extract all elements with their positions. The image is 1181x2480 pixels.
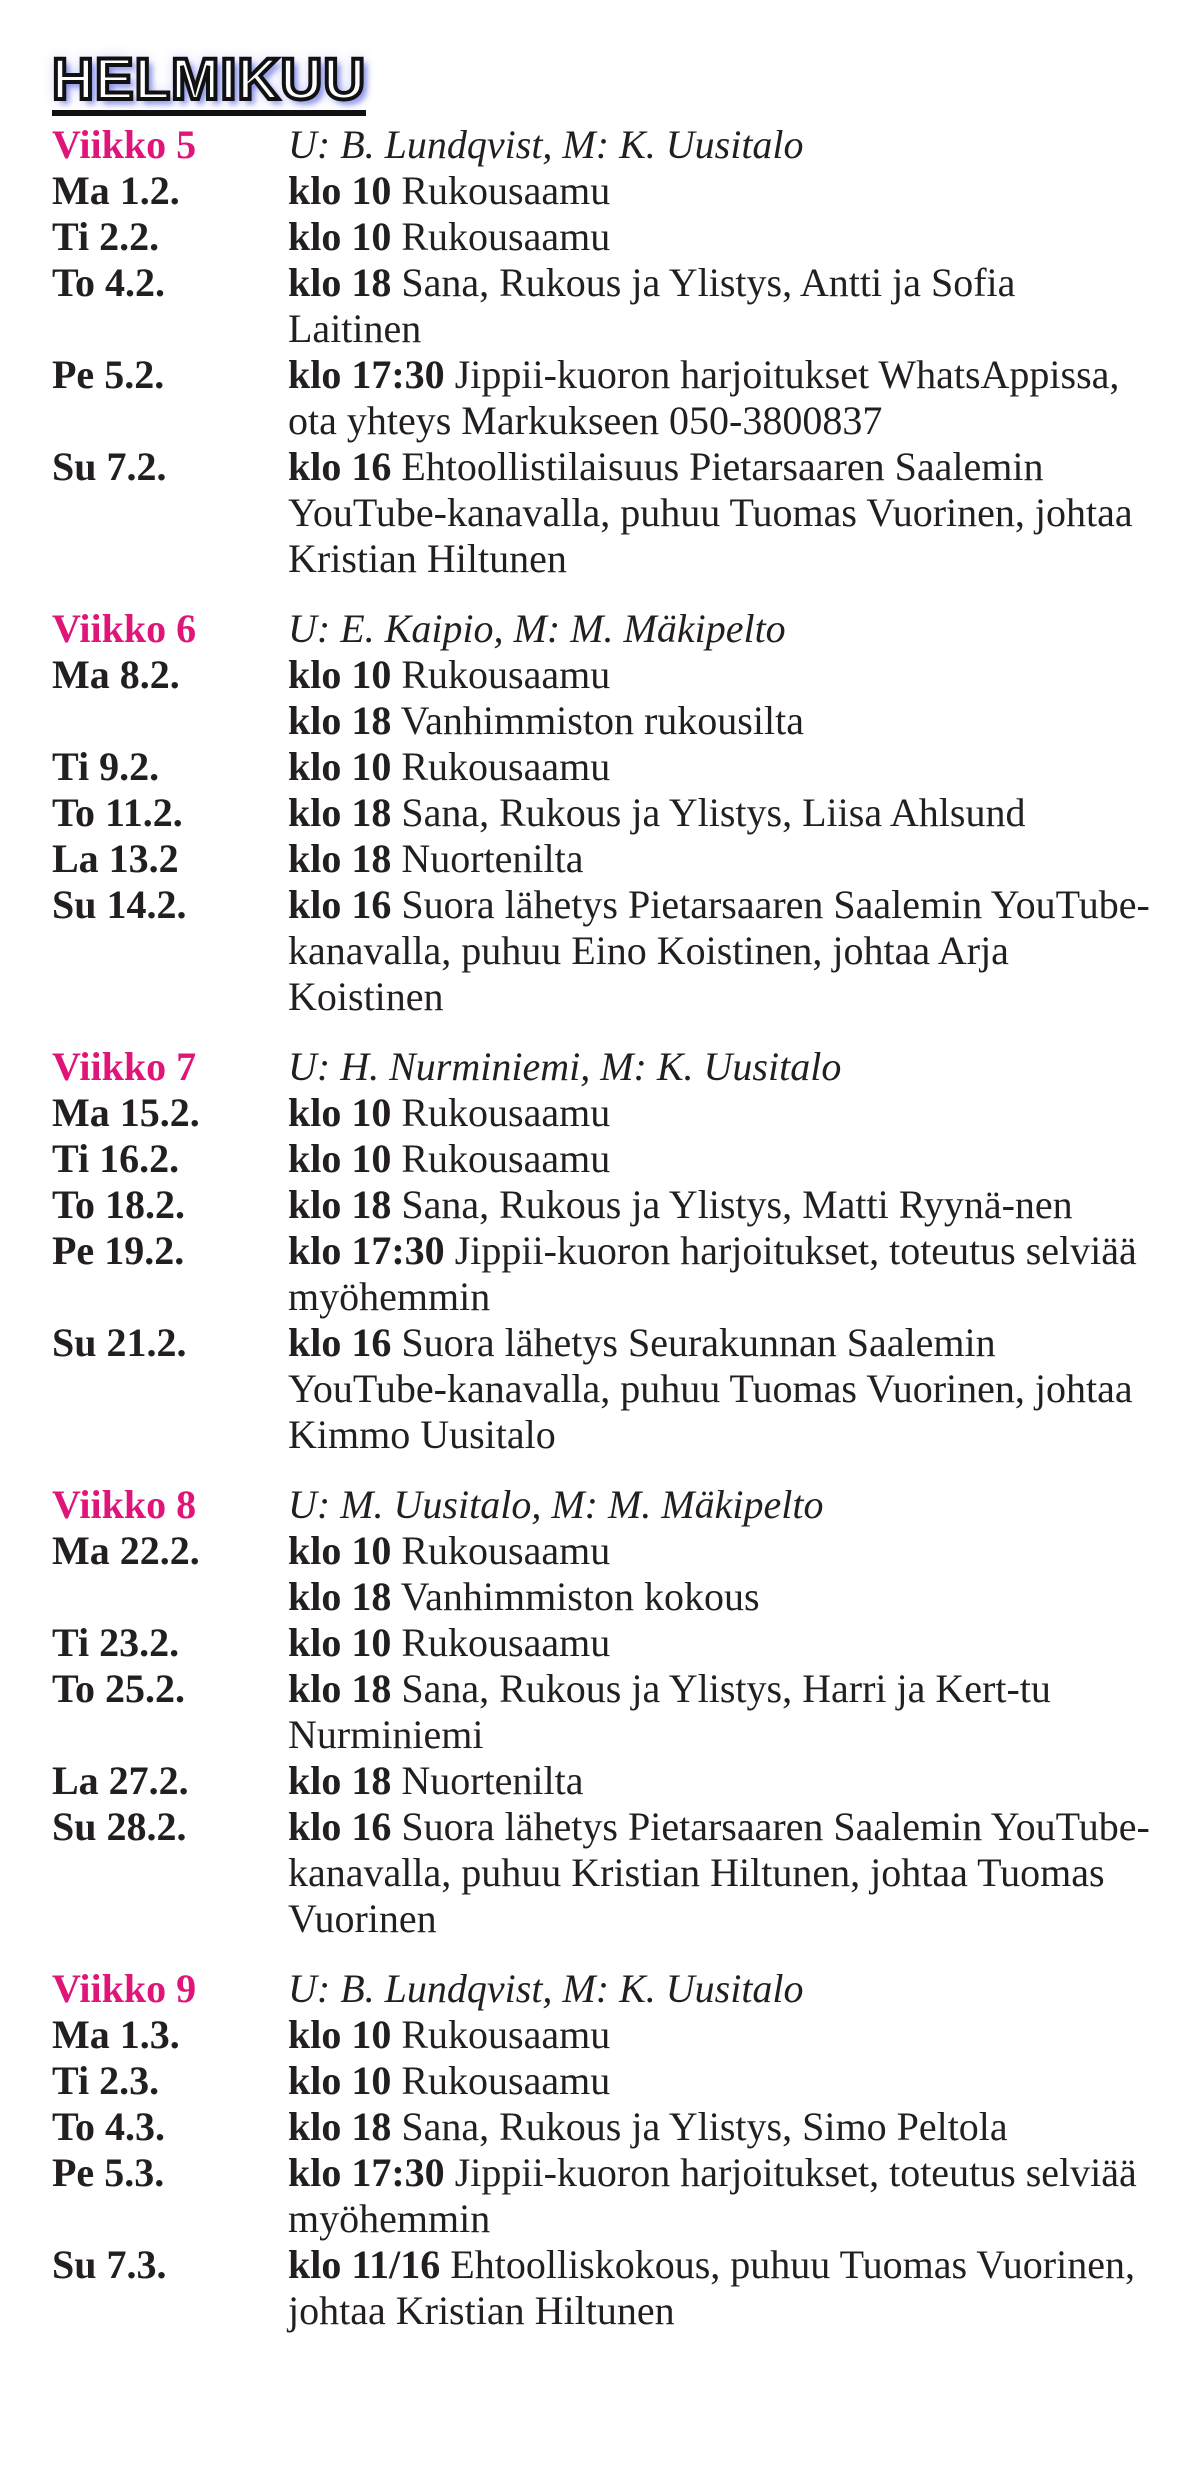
entry-event bbox=[288, 1804, 1152, 1942]
entry-description: Ehtoollistilaisuus Pietarsaaren Saalemin YouTube-kanavalla, puhuu Tuomas Vuorinen, johtaa Kristian Hiltunen bbox=[288, 444, 1133, 581]
schedule-entry bbox=[52, 444, 1152, 582]
entry-event bbox=[288, 790, 1152, 836]
entry-time: klo 10 bbox=[288, 1620, 392, 1665]
entry-time: klo 10 bbox=[288, 1528, 392, 1573]
entry-time: klo 10 bbox=[288, 214, 392, 259]
week-label: Viikko 5 bbox=[52, 122, 197, 167]
entry-day: La 27.2. bbox=[52, 1758, 189, 1803]
entry-event bbox=[288, 1090, 1152, 1136]
entry-day: Ti 9.2. bbox=[52, 744, 160, 789]
week-section bbox=[52, 606, 1152, 1020]
entry-event bbox=[288, 214, 1152, 260]
schedule-entry bbox=[52, 1620, 1152, 1666]
entry-event bbox=[288, 2058, 1152, 2104]
entry-day: Pe 19.2. bbox=[52, 1228, 185, 1273]
entry-day: Ti 2.2. bbox=[52, 214, 160, 259]
entry-description: Nuortenilta bbox=[391, 1758, 584, 1803]
entry-day: To 4.2. bbox=[52, 260, 166, 305]
entry-time: klo 10 bbox=[288, 168, 392, 213]
entry-event bbox=[288, 444, 1152, 582]
week-label: Viikko 6 bbox=[52, 606, 197, 651]
week-section bbox=[52, 1482, 1152, 1942]
entry-event bbox=[288, 1620, 1152, 1666]
entry-day: Su 14.2. bbox=[52, 882, 187, 927]
entry-day: Su 28.2. bbox=[52, 1804, 187, 1849]
entry-time: klo 18 bbox=[288, 836, 392, 881]
entry-description: Sana, Rukous ja Ylistys, Harri ja Kert-tu Nurminiemi bbox=[288, 1666, 1051, 1757]
entry-event bbox=[288, 2012, 1152, 2058]
entry-event bbox=[288, 260, 1152, 352]
entry-description: Jippii-kuoron harjoitukset, toteutus selviää myöhemmin bbox=[288, 1228, 1137, 1319]
entry-description: Rukousaamu bbox=[391, 2012, 611, 2057]
schedule-page bbox=[52, 47, 1152, 2358]
entry-day: Ma 8.2. bbox=[52, 652, 180, 697]
entry-time: klo 18 bbox=[288, 1758, 392, 1803]
week-header bbox=[52, 606, 1152, 652]
schedule-entry bbox=[52, 1574, 1152, 1620]
entry-description: Rukousaamu bbox=[391, 744, 611, 789]
entry-event bbox=[288, 1758, 1152, 1804]
week-staff: U: H. Nurminiemi, M: K. Uusitalo bbox=[288, 1044, 842, 1089]
schedule-entry bbox=[52, 352, 1152, 444]
entry-description: Rukousaamu bbox=[391, 1136, 611, 1181]
entry-time: klo 16 bbox=[288, 1320, 392, 1365]
entry-event bbox=[288, 1574, 1152, 1620]
entry-description: Sana, Rukous ja Ylistys, Liisa Ahlsund bbox=[391, 790, 1026, 835]
entry-day: Ma 15.2. bbox=[52, 1090, 200, 1135]
week-section bbox=[52, 1966, 1152, 2334]
week-header bbox=[52, 1482, 1152, 1528]
entry-description: Rukousaamu bbox=[391, 168, 611, 213]
entry-time: klo 18 bbox=[288, 2104, 392, 2149]
entry-event bbox=[288, 2242, 1152, 2334]
entry-description: Suora lähetys Pietarsaaren Saalemin YouTube-kanavalla, puhuu Eino Koistinen, johtaa Arja Koistinen bbox=[288, 882, 1150, 1019]
entry-day: Ti 2.3. bbox=[52, 2058, 160, 2103]
entry-event bbox=[288, 652, 1152, 698]
entry-event bbox=[288, 1182, 1152, 1228]
entry-time: klo 10 bbox=[288, 1136, 392, 1181]
week-label: Viikko 9 bbox=[52, 1966, 197, 2011]
entry-time: klo 17:30 bbox=[288, 352, 445, 397]
entry-description: Rukousaamu bbox=[391, 2058, 611, 2103]
entry-time: klo 17:30 bbox=[288, 1228, 445, 1273]
schedule-entry bbox=[52, 1136, 1152, 1182]
entry-event bbox=[288, 352, 1152, 444]
entry-time: klo 10 bbox=[288, 1090, 392, 1135]
schedule-entry bbox=[52, 790, 1152, 836]
entry-time: klo 18 bbox=[288, 1182, 392, 1227]
entry-description: Rukousaamu bbox=[391, 214, 611, 259]
entry-day: To 11.2. bbox=[52, 790, 183, 835]
week-header bbox=[52, 122, 1152, 168]
entry-time: klo 10 bbox=[288, 744, 392, 789]
entry-time: klo 10 bbox=[288, 2058, 392, 2103]
entry-day: Ti 16.2. bbox=[52, 1136, 180, 1181]
schedule-entry bbox=[52, 2058, 1152, 2104]
entry-description: Jippii-kuoron harjoitukset, toteutus selviää myöhemmin bbox=[288, 2150, 1137, 2241]
week-header bbox=[52, 1044, 1152, 1090]
entry-day: Ma 1.2. bbox=[52, 168, 180, 213]
schedule-entry bbox=[52, 882, 1152, 1020]
week-label: Viikko 7 bbox=[52, 1044, 197, 1089]
entry-time: klo 11/16 bbox=[288, 2242, 441, 2287]
entry-day: To 4.3. bbox=[52, 2104, 166, 2149]
entry-day: Su 7.2. bbox=[52, 444, 167, 489]
entry-description: Ehtoolliskokous, puhuu Tuomas Vuorinen, johtaa Kristian Hiltunen bbox=[288, 2242, 1135, 2333]
week-section bbox=[52, 122, 1152, 582]
entry-description: Vanhimmiston rukousilta bbox=[391, 698, 804, 743]
schedule-entry bbox=[52, 2150, 1152, 2242]
week-staff: U: B. Lundqvist, M: K. Uusitalo bbox=[288, 122, 804, 167]
entry-day: Su 7.3. bbox=[52, 2242, 167, 2287]
entry-time: klo 18 bbox=[288, 260, 392, 305]
entry-event bbox=[288, 836, 1152, 882]
entry-day: To 25.2. bbox=[52, 1666, 186, 1711]
entry-description: Rukousaamu bbox=[391, 652, 611, 697]
entry-event bbox=[288, 1528, 1152, 1574]
schedule-entry bbox=[52, 1758, 1152, 1804]
entry-event bbox=[288, 1228, 1152, 1320]
schedule-entry bbox=[52, 2012, 1152, 2058]
entry-description: Suora lähetys Pietarsaaren Saalemin YouTube-kanavalla, puhuu Kristian Hiltunen, johtaa Tuomas Vuorinen bbox=[288, 1804, 1150, 1941]
schedule-entry bbox=[52, 2242, 1152, 2334]
entry-event bbox=[288, 1666, 1152, 1758]
entry-event bbox=[288, 2150, 1152, 2242]
page-title: HELMIKUU bbox=[52, 52, 366, 116]
entry-day: Ti 23.2. bbox=[52, 1620, 180, 1665]
entry-time: klo 18 bbox=[288, 1574, 392, 1619]
entry-day: La 13.2 bbox=[52, 836, 179, 881]
week-section bbox=[52, 1044, 1152, 1458]
entry-time: klo 17:30 bbox=[288, 2150, 445, 2195]
entry-time: klo 16 bbox=[288, 882, 392, 927]
entry-event bbox=[288, 168, 1152, 214]
schedule-entry bbox=[52, 168, 1152, 214]
week-staff: U: B. Lundqvist, M: K. Uusitalo bbox=[288, 1966, 804, 2011]
entry-description: Sana, Rukous ja Ylistys, Matti Ryynä-nen bbox=[391, 1182, 1073, 1227]
entry-event bbox=[288, 1320, 1152, 1458]
schedule-entry bbox=[52, 744, 1152, 790]
entry-day: Ma 1.3. bbox=[52, 2012, 180, 2057]
schedule-entry bbox=[52, 260, 1152, 352]
entry-time: klo 18 bbox=[288, 1666, 392, 1711]
entry-event bbox=[288, 2104, 1152, 2150]
entry-description: Rukousaamu bbox=[391, 1528, 611, 1573]
schedule-entry bbox=[52, 1182, 1152, 1228]
entry-day: To 18.2. bbox=[52, 1182, 186, 1227]
entry-day: Ma 22.2. bbox=[52, 1528, 200, 1573]
schedule-entry bbox=[52, 652, 1152, 698]
entry-description: Nuortenilta bbox=[391, 836, 584, 881]
entry-time: klo 18 bbox=[288, 698, 392, 743]
entry-time: klo 10 bbox=[288, 652, 392, 697]
week-staff: U: E. Kaipio, M: M. Mäkipelto bbox=[288, 606, 786, 651]
entry-event bbox=[288, 1136, 1152, 1182]
schedule-entry bbox=[52, 836, 1152, 882]
entry-description: Rukousaamu bbox=[391, 1620, 611, 1665]
entry-description: Suora lähetys Seurakunnan Saalemin YouTube-kanavalla, puhuu Tuomas Vuorinen, johtaa Kimmo Uusitalo bbox=[288, 1320, 1133, 1457]
entry-day: Pe 5.3. bbox=[52, 2150, 165, 2195]
schedule-entry bbox=[52, 1228, 1152, 1320]
entry-description: Sana, Rukous ja Ylistys, Antti ja Sofia Laitinen bbox=[288, 260, 1016, 351]
week-staff: U: M. Uusitalo, M: M. Mäkipelto bbox=[288, 1482, 824, 1527]
entry-event bbox=[288, 882, 1152, 1020]
schedule-entry bbox=[52, 1666, 1152, 1758]
schedule-entry bbox=[52, 214, 1152, 260]
schedule-entry bbox=[52, 1320, 1152, 1458]
entry-time: klo 16 bbox=[288, 1804, 392, 1849]
entry-event bbox=[288, 744, 1152, 790]
entry-description: Vanhimmiston kokous bbox=[391, 1574, 760, 1619]
schedule-entry bbox=[52, 2104, 1152, 2150]
entry-description: Jippii-kuoron harjoitukset WhatsAppissa, ota yhteys Markukseen 050-3800837 bbox=[288, 352, 1120, 443]
entry-time: klo 10 bbox=[288, 2012, 392, 2057]
week-label: Viikko 8 bbox=[52, 1482, 197, 1527]
entry-day: Su 21.2. bbox=[52, 1320, 187, 1365]
entry-time: klo 16 bbox=[288, 444, 392, 489]
entry-time: klo 18 bbox=[288, 790, 392, 835]
entry-description: Sana, Rukous ja Ylistys, Simo Peltola bbox=[391, 2104, 1008, 2149]
entry-day: Pe 5.2. bbox=[52, 352, 165, 397]
week-header bbox=[52, 1966, 1152, 2012]
schedule-entry bbox=[52, 698, 1152, 744]
schedule-entry bbox=[52, 1804, 1152, 1942]
entry-event bbox=[288, 698, 1152, 744]
entry-description: Rukousaamu bbox=[391, 1090, 611, 1135]
schedule-entry bbox=[52, 1528, 1152, 1574]
weeks-container bbox=[52, 122, 1152, 2334]
schedule-entry bbox=[52, 1090, 1152, 1136]
